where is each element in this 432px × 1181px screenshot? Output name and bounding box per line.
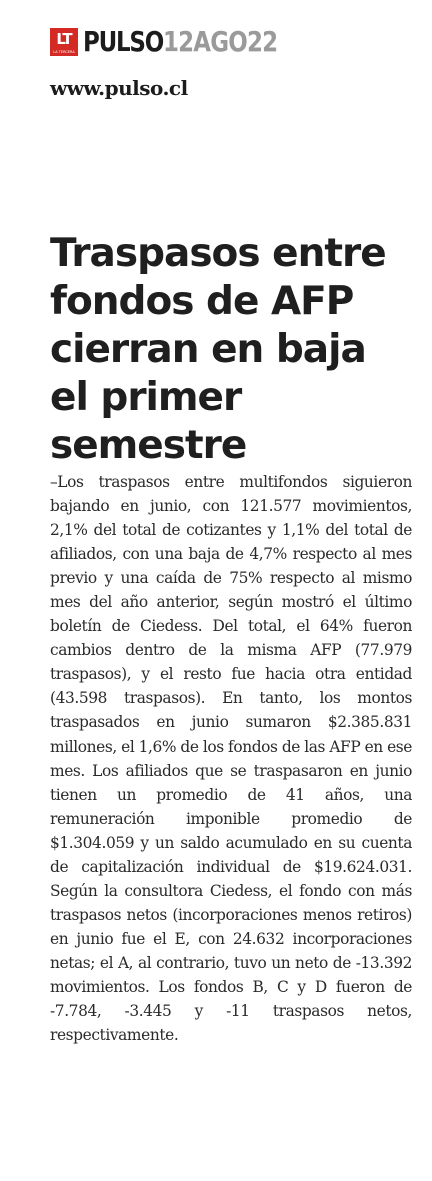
masthead xyxy=(50,24,302,60)
logo-letters: LT xyxy=(56,30,72,48)
brand-name: PULSO xyxy=(83,25,164,58)
issue-date: 12AGO22 xyxy=(162,25,277,58)
article-headline: Traspasos entre fondos de AFP cierran en baja el primer semestre xyxy=(50,231,386,468)
la-tercera-logo xyxy=(50,28,78,56)
article-body: –Los traspasos entre multifondos siguieron bajando en junio, con 121.577 movimientos, 2,1% del total de cotizantes y 1,1% del total de afiliados, con una baja de 4,7% respecto al mes previo y una caída de 75% respecto al mismo mes del año anterior, según mostró el último boletín de Ciedess. Del total, el 64% fueron cambios dentro de la misma AFP (77.979 traspasos), y el resto fue hacia otra entidad (43.598 traspasos). En tanto, los montos traspasados en junio sumaron $2.385.831 millones, el 1,6% de los fondos de las AFP en ese mes. Los afiliados que se traspasaron en junio tienen un promedio de 41 años, una remuneración imponible promedio de $1.304.059 y un saldo acumulado en su cuenta de capitalización individual de $19.624.031. Según la consultora Ciedess, el fondo con más traspasos netos (incorporaciones menos retiros) en junio fue el E, con 24.632 incorporaciones netas; el A, al contrario, tuvo un neto de -13.392 movimientos. Los fondos B, C y D fueron de -7.784, -3.445 y -11 traspasos netos, respectivamente. xyxy=(50,473,412,1045)
logo-subtitle: LA TERCERA xyxy=(53,50,75,54)
website-url: www.pulso.cl xyxy=(50,76,188,100)
